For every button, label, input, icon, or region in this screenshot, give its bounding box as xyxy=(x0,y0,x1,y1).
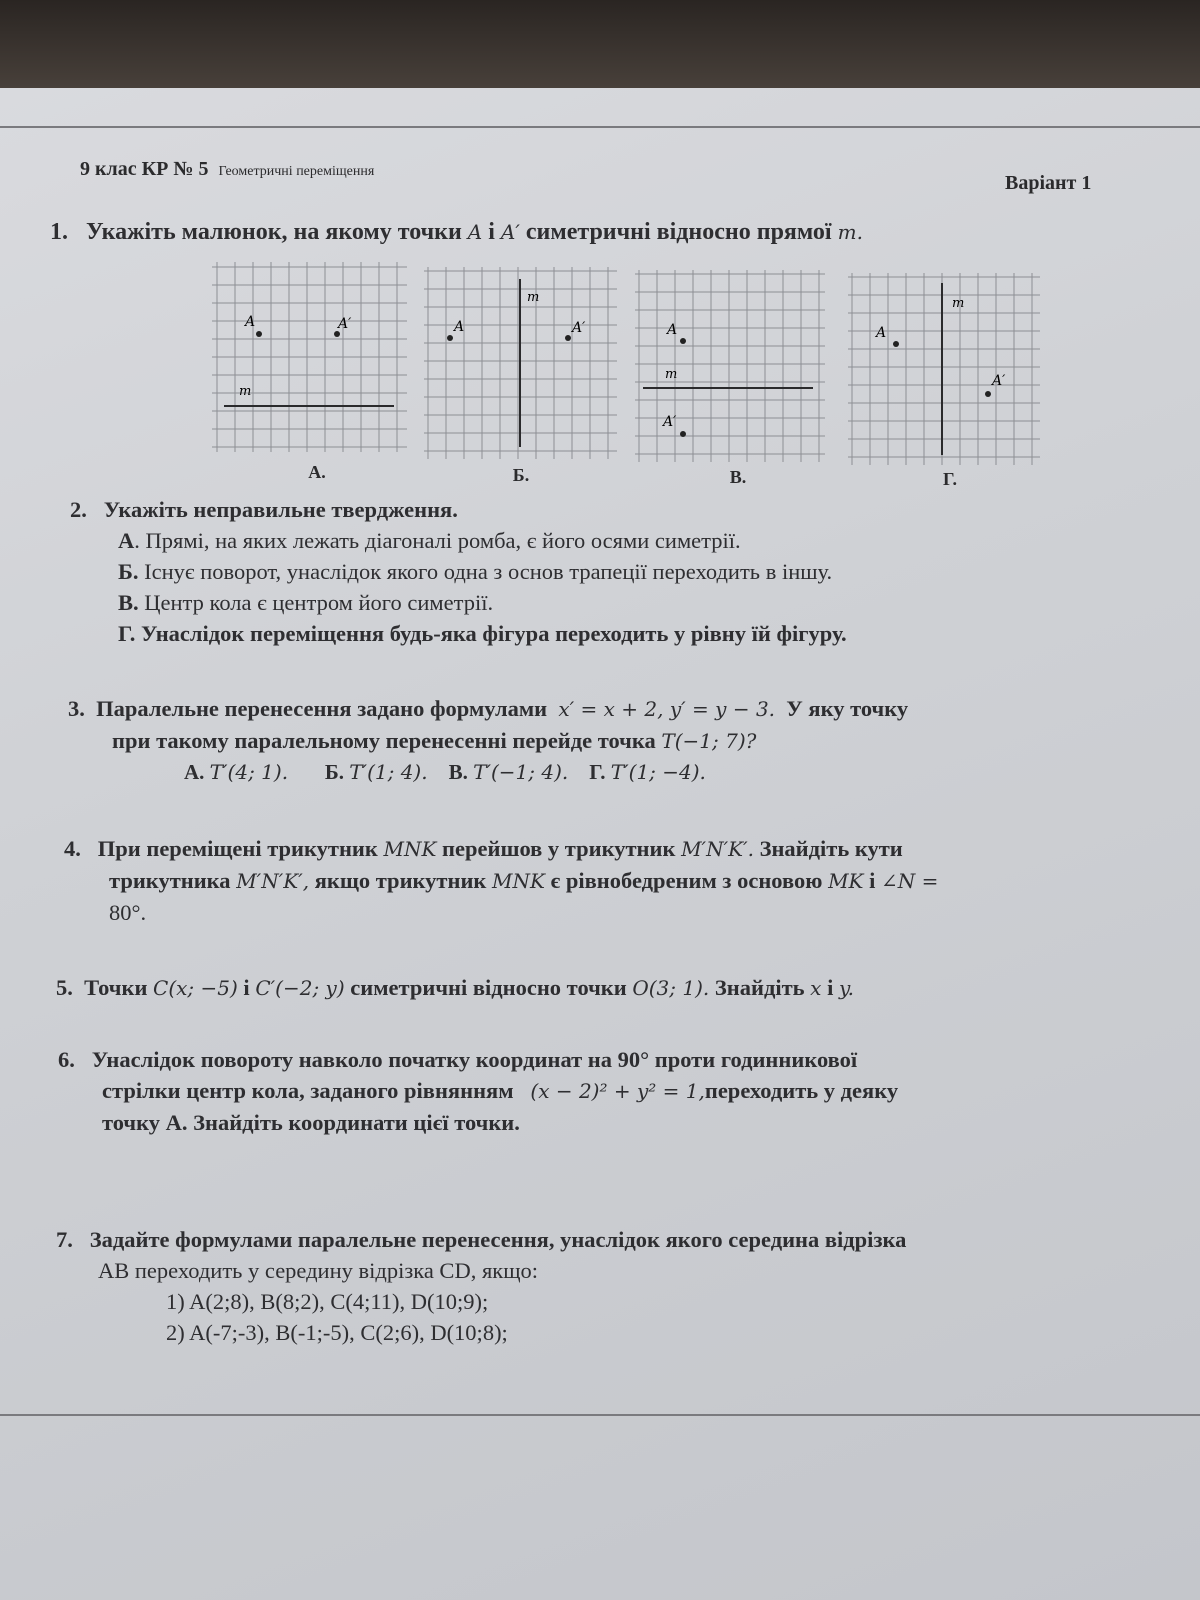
label-a-prime: A′ xyxy=(992,373,1006,389)
test-title: 9 клас КР № 5 xyxy=(80,158,209,180)
question-number: 7. xyxy=(56,1227,73,1252)
question-number: 6. xyxy=(58,1047,75,1072)
question-text: Паралельне перенесення задано формулами xyxy=(96,696,548,721)
page-header xyxy=(80,158,374,181)
question-text: Знайдіть xyxy=(714,975,805,1000)
question-text: Знайдіть кути xyxy=(759,836,903,861)
question-text: При переміщені трикутник xyxy=(97,836,378,861)
point-o: O(3; 1). xyxy=(632,976,710,1000)
option-b xyxy=(70,556,1130,587)
label-m: m xyxy=(239,384,252,399)
question-text: Задайте формулами паралельне перенесення, унаслідок якого середина відрізка xyxy=(89,1227,907,1252)
question-text: і xyxy=(869,868,876,893)
point-c-prime: C′(−2; y) xyxy=(255,976,345,1000)
question-text: симетричні відносно прямої xyxy=(525,219,832,245)
question-7 xyxy=(56,1224,1136,1348)
symbol-a: A xyxy=(467,220,483,244)
label-a: A xyxy=(245,314,256,330)
formula: x′ = x + 2, y′ = y − 3. xyxy=(558,697,776,721)
question-text: Точки xyxy=(84,975,148,1000)
figure-b xyxy=(424,267,617,459)
question-text: і xyxy=(243,975,250,1000)
question-text: Укажіть неправильне твердження. xyxy=(103,497,458,522)
question-2 xyxy=(70,494,1130,649)
option-v xyxy=(70,587,1130,618)
answer-options xyxy=(68,757,1138,788)
question-number: 4. xyxy=(64,836,81,861)
option-letter: Г. xyxy=(118,621,136,646)
option-text: Існує поворот, унаслідок якого одна з основ трапеції переходить в іншу. xyxy=(138,559,833,584)
label-a-prime: A′ xyxy=(572,320,586,336)
sub-item-1: 1) A(2;8), B(8;2), C(4;11), D(10;9); xyxy=(166,1289,489,1314)
question-text: Укажіть малюнок, на якому точки xyxy=(86,219,462,245)
var-y: y. xyxy=(838,976,854,1000)
label-m: m xyxy=(952,296,965,311)
triangle-mnk: MNK xyxy=(492,869,545,893)
question-4 xyxy=(64,833,1139,928)
question-number: 5. xyxy=(56,975,73,1000)
circle-equation: (x − 2)² + y² = 1, xyxy=(530,1079,705,1103)
answer-letter: Б. xyxy=(324,760,344,784)
point-a xyxy=(256,331,262,337)
symbol-m: m. xyxy=(837,220,863,244)
question-1 xyxy=(50,217,1150,248)
figure-b-label: Б. xyxy=(512,465,530,485)
option-a xyxy=(70,525,1130,556)
point-a xyxy=(893,341,899,347)
label-a: A xyxy=(876,325,887,341)
triangle-mnk-prime: M′N′K′, xyxy=(236,869,310,893)
answer-value: T′(4; 1). xyxy=(209,760,289,784)
label-a-prime: A′ xyxy=(663,414,677,430)
figure-g-label: Г. xyxy=(943,469,957,489)
background-table xyxy=(0,0,1200,95)
question-number: 1. xyxy=(50,219,68,245)
top-rule xyxy=(0,126,1200,128)
bottom-rule xyxy=(0,1414,1200,1416)
point-t: T(−1; 7)? xyxy=(661,729,757,753)
question-text: симетричні відносно точки xyxy=(350,975,627,1000)
test-topic: Геометричні переміщення xyxy=(218,164,375,179)
option-text: Центр кола є центром його симетрії. xyxy=(138,590,494,615)
question-text: стрілки центр кола, заданого рівнянням xyxy=(102,1078,514,1103)
variant-label: Варіант 1 xyxy=(1005,172,1092,194)
option-letter: Б. xyxy=(118,559,139,584)
question-text: при такому паралельному перенесенні перейде точка xyxy=(112,728,656,753)
question-6 xyxy=(58,1044,1138,1138)
triangle-mnk: MNK xyxy=(383,837,437,861)
question-text: є рівнобедреним з основою xyxy=(550,868,823,893)
question-text: і xyxy=(488,219,495,245)
angle-n: ∠N = xyxy=(881,869,939,893)
point-c: C(x; −5) xyxy=(153,976,238,1000)
answer-value: T′(−1; 4). xyxy=(473,760,569,784)
label-a-prime: A′ xyxy=(338,316,352,332)
question-number: 3. xyxy=(68,696,85,721)
symbol-a-prime: A′ xyxy=(500,220,520,244)
point-a-prime xyxy=(985,391,991,397)
question-number: 2. xyxy=(70,497,87,522)
option-letter: А xyxy=(118,528,135,553)
base-mk: MK xyxy=(828,869,864,893)
option-letter: В. xyxy=(118,590,139,615)
var-x: x xyxy=(810,976,822,1000)
question-text: У яку точку xyxy=(786,696,909,721)
question-text: трикутника xyxy=(109,868,231,893)
question-text: Унаслідок повороту навколо початку координат на 90° проти годинникової xyxy=(91,1047,858,1072)
label-a: A xyxy=(454,319,465,335)
sub-item-2: 2) A(-7;-3), B(-1;-5), C(2;6), D(10;8); xyxy=(166,1320,508,1345)
question-3 xyxy=(68,693,1138,788)
figure-g xyxy=(848,273,1040,465)
answer-value: T′(1; 4). xyxy=(349,760,428,784)
option-text: . Прямі, на яких лежать діагоналі ромба, є його осями симетрії. xyxy=(134,528,741,553)
label-m: m xyxy=(527,290,540,305)
figure-v-label: В. xyxy=(729,467,747,487)
answer-letter: В. xyxy=(448,760,468,784)
point-a xyxy=(447,335,453,341)
point-a-prime xyxy=(680,431,686,437)
question-text: і xyxy=(827,975,834,1000)
label-a: A xyxy=(667,322,678,338)
option-g xyxy=(70,618,1130,649)
question-text: перейшов у трикутник xyxy=(442,836,676,861)
answer-value: T′(1; −4). xyxy=(610,760,706,784)
point-a-prime xyxy=(565,335,571,341)
triangle-mnk-prime: M′N′K′. xyxy=(681,837,754,861)
answer-letter: Г. xyxy=(589,760,606,784)
figure-a-label: А. xyxy=(308,462,326,482)
point-a xyxy=(680,338,686,344)
option-text: Унаслідок переміщення будь-яка фігура переходить у рівну їй фігуру. xyxy=(135,621,847,646)
question-text: якщо трикутник xyxy=(314,868,487,893)
question-text: переходить у деяку xyxy=(704,1078,899,1103)
angle-value: 80°. xyxy=(109,900,147,925)
figure-a xyxy=(212,262,407,452)
question-text: АВ переходить у середину відрізка CD, якщо: xyxy=(98,1258,539,1283)
label-m: m xyxy=(665,367,678,382)
answer-letter: А. xyxy=(184,760,205,784)
question-text: точку А. Знайдіть координати цієї точки. xyxy=(102,1110,520,1135)
figure-v xyxy=(635,270,825,462)
question-5 xyxy=(56,972,1146,1004)
